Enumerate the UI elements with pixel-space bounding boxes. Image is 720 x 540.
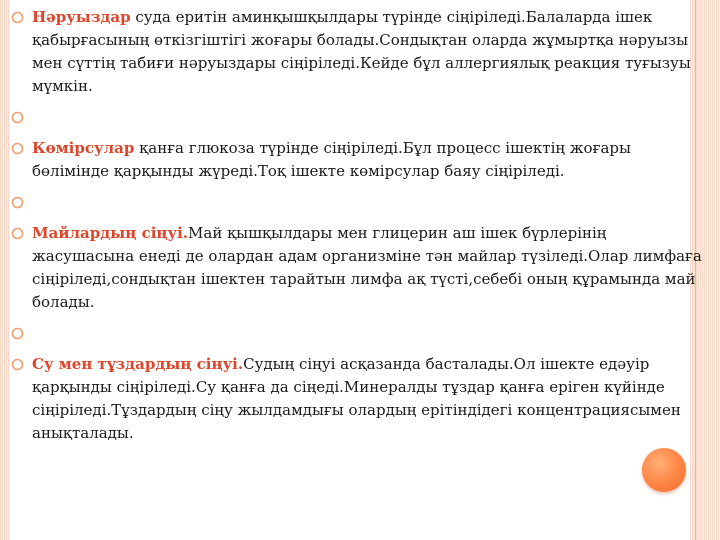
list-item-fats	[10, 222, 712, 314]
orange-circle-decoration	[642, 448, 686, 492]
empty-list-item	[10, 191, 712, 214]
term-fats: Майлардың сіңуі.	[32, 224, 189, 242]
slide-content	[10, 6, 712, 445]
text-fats: Май қышқылдары мен глицерин аш ішек бүрлерінің жасушасына енеді де олардан адам организміне тән майлар түзіледі.Олар лимфаға сіңіріледі,сондықтан ішектен тарайтын лимфа ақ түсті,себебі оның құрамында май болады.	[32, 224, 702, 311]
text-proteins: суда еритін аминқышқылдары түрінде сіңіріледі.Балаларда ішек қабырғасының өткізгіштігі жоғары болады.Сондықтан оларда жұмыртқа нәруызы мен сүттің табиғи нәруыздары сіңіріледі.Кейде бұл аллергиялық реакция туғызуы мүмкін.	[32, 8, 691, 95]
empty-list-item	[10, 106, 712, 129]
term-carbohydrates: Көмірсулар	[32, 139, 135, 157]
text-water-salts: Судың сіңуі асқазанда басталады.Ол ішекте едәуір қарқынды сіңіріледі.Су қанға да сіңеді.Минералды тұздар қанға еріген күйінде сіңіріледі.Тұздардың сіңу жылдамдығы олардың ерітіндідегі концентрациясымен анықталады.	[32, 355, 681, 442]
list-item-water-salts	[10, 353, 712, 445]
term-proteins: Нәруыздар	[32, 8, 131, 26]
circle-bullet-icon	[11, 11, 24, 24]
circle-bullet-icon	[11, 227, 24, 240]
circle-bullet-icon	[11, 358, 24, 371]
empty-list-item	[10, 322, 712, 345]
term-water-salts: Су мен тұздардың сіңуі.	[32, 355, 244, 373]
text-carbohydrates: қанға глюкоза түрінде сіңіріледі.Бұл процесс ішектің жоғары бөлімінде қарқынды жүреді.Тоқ ішекте көмірсулар баяу сіңіріледі.	[32, 139, 631, 180]
list-item-proteins	[10, 6, 712, 98]
circle-bullet-icon	[11, 142, 24, 155]
left-border-decoration	[0, 0, 10, 540]
circle-bullet-icon	[11, 111, 24, 124]
circle-bullet-icon	[11, 196, 24, 209]
list-item-carbohydrates	[10, 137, 712, 183]
circle-bullet-icon	[11, 327, 24, 340]
